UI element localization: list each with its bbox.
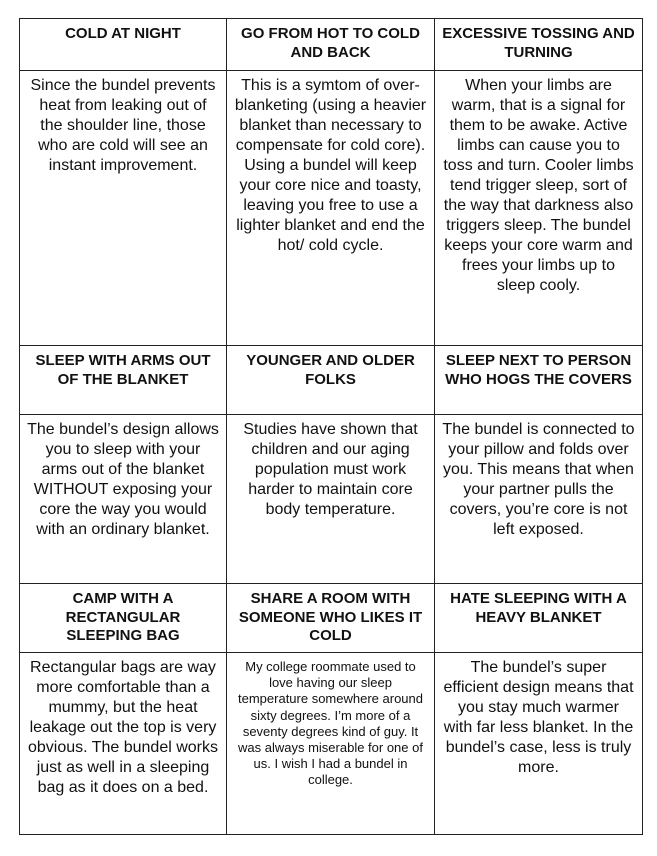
cell-heading: EXCESSIVE TOSSING AND TURNING [435,19,643,71]
cell-heading: YOUNGER AND OLDER FOLKS [227,346,435,415]
cell-text: The bundel’s super efficient design means that you stay much warmer with far less blanket. In the bundel’s case, less is truly more. [435,653,643,835]
body-row [20,415,643,584]
cell-heading: COLD AT NIGHT [20,19,227,71]
cell-heading: CAMP WITH A RECTANGULAR SLEEPING BAG [20,584,227,653]
cell-heading: SLEEP WITH ARMS OUT OF THE BLANKET [20,346,227,415]
cell-text: When your limbs are warm, that is a signal for them to be awake. Active limbs can cause you to toss and turn. Cooler limbs tend trigger sleep, sort of the way that darkness also triggers sleep. The bundel keeps your core warm and frees your limbs up to sleep cooly. [435,71,643,346]
cell-heading: GO FROM HOT TO COLD AND BACK [227,19,435,71]
body-row [20,71,643,346]
cell-text: Rectangular bags are way more comfortable than a mummy, but the heat leakage out the top is very obvious. The bundel works just as well in a sleeping bag as it does on a bed. [20,653,227,835]
body-row [20,653,643,835]
cell-text: The bundel is connected to your pillow and folds over you. This means that when your partner pulls the covers, you’re core is not left exposed. [435,415,643,584]
heading-row [20,584,643,653]
benefits-grid [19,18,643,835]
cell-text: My college roommate used to love having our sleep temperature somewhere around sixty degrees. I’m more of a seventy degrees kind of guy. It was always miserable for one of us. I wish I had a bundel in college. [227,653,435,835]
cell-heading: SHARE A ROOM WITH SOMEONE WHO LIKES IT COLD [227,584,435,653]
cell-text: Studies have shown that children and our aging population must work harder to maintain core body temperature. [227,415,435,584]
cell-text: Since the bundel prevents heat from leaking out of the shoulder line, those who are cold will see an instant improvement. [20,71,227,346]
cell-text: This is a symtom of over-blanketing (using a heavier blanket than necessary to compensate for cold core). Using a bundel will keep your core nice and toasty, leaving you free to use a lighter blanket and end the hot/ cold cycle. [227,71,435,346]
cell-text: The bundel’s design allows you to sleep with your arms out of the blanket WITHOUT exposing your core the way you would with an ordinary blanket. [20,415,227,584]
heading-row [20,19,643,71]
cell-heading: SLEEP NEXT TO PERSON WHO HOGS THE COVERS [435,346,643,415]
cell-heading: HATE SLEEPING WITH A HEAVY BLANKET [435,584,643,653]
heading-row [20,346,643,415]
